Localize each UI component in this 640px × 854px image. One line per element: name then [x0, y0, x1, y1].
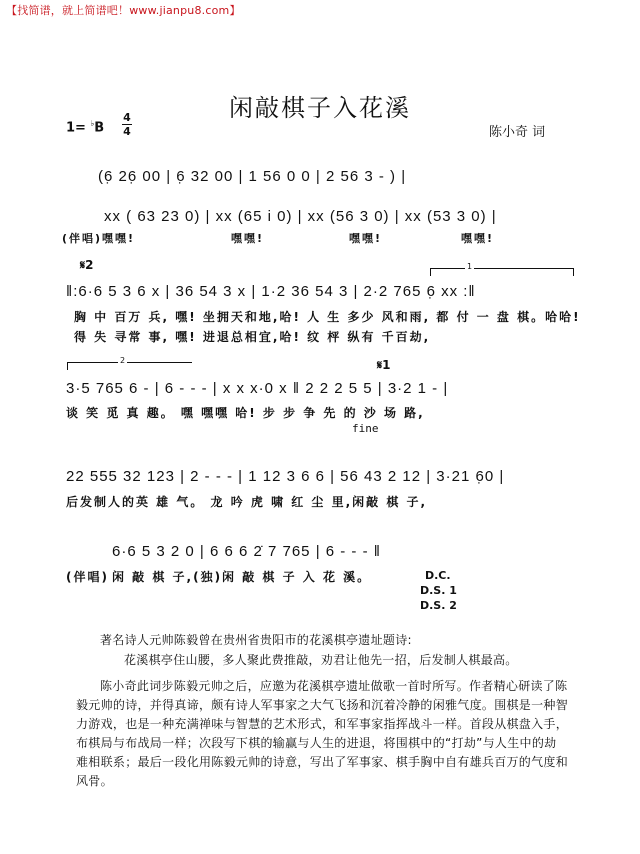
key-note: B	[94, 120, 105, 136]
score-line-6-notes: 6·6 5 3 2 0 | 6 6 6 2̇ 7 765 | 6 - - - ‖	[112, 543, 381, 560]
song-title: 闲敲棋子入花溪	[229, 94, 411, 122]
key-signature	[66, 119, 104, 135]
score-line-5-lyrics: 后发制人的英 雄 气。 龙 吟 虎 啸 红 尘 里,闲敲 棋 子,	[66, 495, 428, 509]
fine-marker: fine	[352, 422, 379, 435]
lyric-heihei-1: 嘿嘿!	[102, 232, 136, 245]
lyricist: 陈小奇 词	[489, 125, 546, 140]
dal-segno-2-marker: D.S. 2	[420, 599, 457, 612]
volta-1-bracket	[430, 262, 574, 276]
score-line-4-notes: 3·5 765 6 - | 6 - - - | x x x·0 x ‖ 2 2 2 5 5 | 3·2 1 - |	[66, 380, 449, 397]
commentary-line-1: 陈小奇此词步陈毅元帅之后，应邀为花溪棋亭遗址做歌一首时所写。作者精心研读了陈	[100, 679, 568, 693]
key-prefix: 1=	[66, 120, 86, 136]
segno-1-icon: 𝄋1	[377, 358, 391, 372]
volta-2-number: 2	[120, 356, 126, 365]
commentary-line-3: 力游戏，也是一种充满禅味与智慧的艺术形式，和军事家指挥战斗一样。首段从棋盘入手，	[76, 717, 569, 731]
score-line-3-notes: ‖:6·6 5 3 6 x | 36 54 3 x | 1·2 36 54 3 | 2·2 765 6̣ xx :‖	[66, 283, 476, 300]
lyric-heihei-3: 嘿嘿!	[349, 232, 383, 245]
segno-2-icon: 𝄋2	[80, 258, 94, 272]
commentary-line-4: 布棋局与布战局一样；次段写下棋的输赢与人生的进退，将围棋中的“打劫”与人生中的劫	[76, 736, 557, 750]
chorus-label: (伴唱)	[62, 232, 103, 245]
score-line-5-notes: 22 555 32 123 | 2 - - - | 1 12 3 6 6 | 56 43 2 12 | 3·21 6̣0 |	[66, 468, 505, 485]
lyric-heihei-2: 嘿嘿!	[231, 232, 265, 245]
time-sig-top: 4	[123, 111, 131, 124]
intro-paragraph: 著名诗人元帅陈毅曾在贵州省贵阳市的花溪棋亭遗址题诗:	[100, 633, 412, 647]
score-line-4-lyrics: 谈 笑 觅 真 趣。 嘿 嘿嘿 哈! 步 步 争 先 的 沙 场 路,	[66, 406, 425, 420]
time-sig-bottom: 4	[123, 125, 131, 138]
da-capo-marker: D.C.	[425, 569, 451, 582]
score-line-3-lyrics-verse1: 胸 中 百万 兵, 嘿! 坐拥天和地,哈! 人 生 多少 风和雨, 都 付 一 盘 棋。哈哈!	[74, 310, 581, 324]
site-banner: 【找简谱，就上简谱吧！www.jianpu8.com】	[6, 4, 241, 17]
poem-line: 花溪棋亭住山腰，多人聚此费推敲，劝君让他先一招，后发制人棋最高。	[124, 653, 518, 667]
score-line-6-lyrics: 闲 敲 棋 子,(独)闲 敲 棋 子 入 花 溪。	[112, 570, 372, 584]
score-line-1-notes: (6̣ 26̣ 00 | 6̣ 32 00 | 1 56 0 0 | 2 56 3 - ) |	[98, 168, 407, 185]
time-signature	[122, 112, 132, 137]
commentary-line-2: 毅元帅的诗，并得真谛，颇有诗人军事家之大气飞扬和沉着冷静的闲雅气度。围棋是一种智	[76, 698, 569, 712]
score-line-3-lyrics-verse2: 得 失 寻常 事, 嘿! 进退总相宜,哈! 纹 枰 纵有 千百劫,	[74, 330, 431, 344]
score-line-2-notes: xx ( 63 23 0) | xx (65 i 0) | xx (56 3 0) | xx (53 3 0) |	[104, 208, 497, 225]
flat-icon: ♭	[90, 119, 95, 128]
commentary-line-6: 风骨。	[76, 774, 113, 788]
lyric-heihei-4: 嘿嘿!	[461, 232, 495, 245]
dal-segno-1-marker: D.S. 1	[420, 584, 457, 597]
chorus-label-2: (伴唱)	[66, 570, 109, 584]
volta-2-bracket	[67, 356, 192, 370]
volta-1-number: 1	[467, 262, 473, 271]
commentary-line-5: 难相联系；最后一段化用陈毅元帅的诗意，写出了军事家、棋手胸中自有雄兵百万的气度和	[76, 755, 569, 769]
